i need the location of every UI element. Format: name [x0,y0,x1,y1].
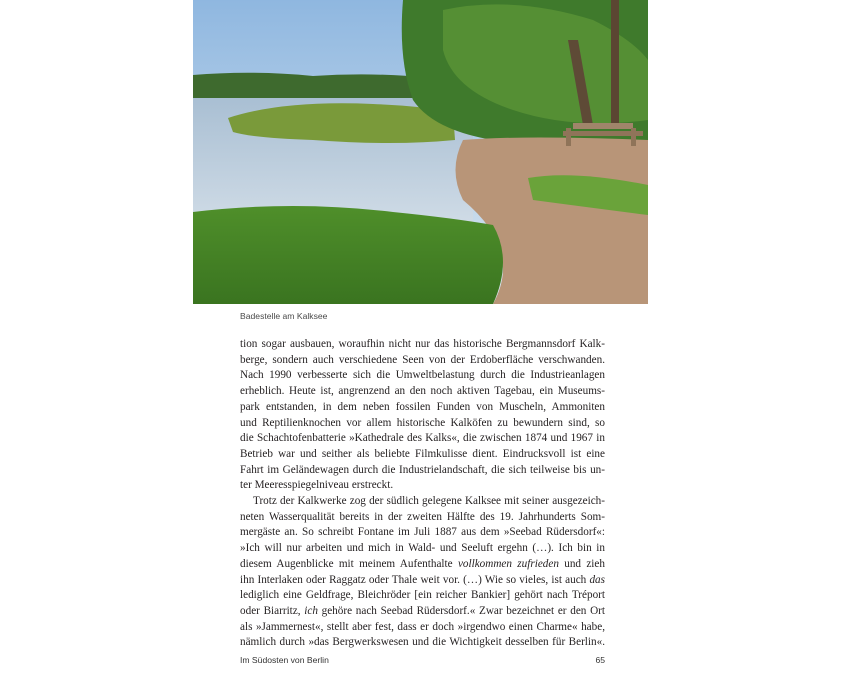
body-text [240,337,605,651]
text-line: als »Jammernest«, stellt aber fest, dass er doch »irgendwo einen Charme« habe, [240,620,605,633]
lake-photo [193,0,648,304]
text-line: die Schachtofenbatterie »Kathedrale des Kalks«, die zwischen 1874 und 1967 in [240,432,605,445]
text-segment: diesem Augenblicke mit meinem Aufenthalte [240,557,458,570]
text-line: Trotz der Kalkwerke zog der südlich gelegene Kalksee mit seiner ausgezeich- [253,495,605,508]
text-segment: gehöre nach Seebad Rüdersdorf.« Zwar bezeichnet er den Ort [317,604,605,617]
page-footer [240,655,605,665]
text-line: nämlich durch »das Bergwerkswesen und die Wichtigkeit desselben für Berlin«. [240,636,605,649]
emphasis: vollkommen zufrieden [457,557,559,570]
text-line: lediglich eine Geldfrage, Bleichröder [ein reicher Bankier] gehört nach Tréport [240,589,605,602]
emphasis: das [589,573,605,586]
text-line: erheblich. Heute ist, angrenzend an den noch aktiven Tagebau, ein Museums- [240,385,605,398]
text-line: neten Wasserqualität bereits in der zweiten Hälfte des 19. Jahrhunderts Som- [240,510,605,523]
text-line: berge, sondern auch verschiedene Seen von der Erdoberfläche verschwanden. [240,353,605,366]
text-line: ter Meeresspiegelniveau erstreckt. [240,479,394,492]
text-line: Nach 1990 verbesserte sich die Umweltbelastung durch die Industrieanlagen [240,369,605,382]
text-line: »Ich will nur arbeiten und mich in Wald- und Seeluft ergehn (…). Ich bin in [240,542,605,555]
text-line [240,573,605,589]
text-line: Fahrt im Geländewagen durch die Industrielandschaft, die sich teilweise bis un- [240,463,605,476]
text-line: park entstanden, in dem neben fossilen Funden von Muscheln, Ammoniten [240,400,605,413]
emphasis: ich [304,604,318,617]
text-line [240,557,605,573]
text-line: tion sogar ausbauen, woraufhin nicht nur das historische Bergmannsdorf Kalk- [240,338,605,350]
figure-caption: Badestelle am Kalksee [240,311,328,321]
page-number: 65 [595,655,605,665]
photo-illustration [193,0,648,304]
paragraph-1 [240,337,605,494]
text-line: mergäste an. So schreibt Fontane im Juli 1887 aus dem »Seebad Rüdersdorf«: [240,526,605,539]
text-line: und Reptilienknochen vor allem historische Kalköfen zu bewundern sind, so [240,416,605,429]
running-title: Im Südosten von Berlin [240,655,329,665]
text-segment: und zieh [558,557,605,570]
paragraph-2 [240,494,605,651]
text-segment: oder Biarritz, [240,604,305,617]
text-line: Betrieb war und seither als beliebte Filmkulisse dient. Eindrucksvoll ist eine [240,447,605,460]
text-line [240,604,605,620]
text-segment: ihn Interlaken oder Raggatz oder Thale weit vor. (…) Wie so vieles, ist auch [240,573,590,586]
